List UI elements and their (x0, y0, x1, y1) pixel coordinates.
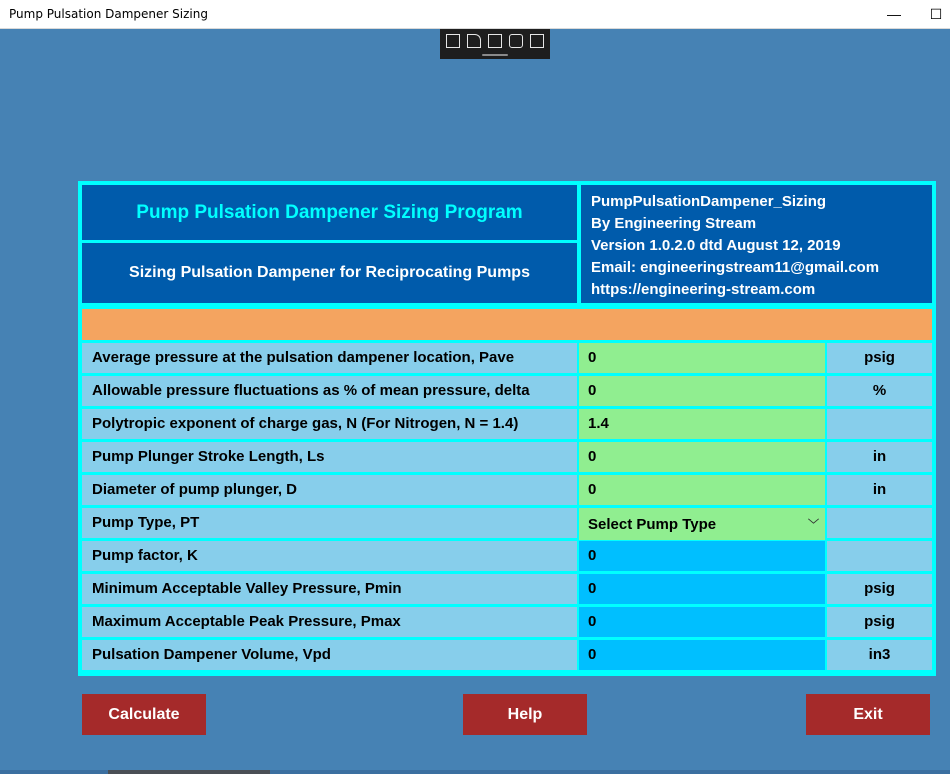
calculate-button[interactable]: Calculate (82, 694, 206, 735)
window-title: Pump Pulsation Dampener Sizing (9, 7, 208, 21)
unit-pmax: psig (827, 607, 932, 637)
input-d[interactable]: 0 (579, 475, 825, 505)
unit-pump-type (827, 508, 932, 538)
taskbar-edge (0, 770, 950, 774)
taskbar-edge-dark (108, 770, 270, 774)
input-n[interactable]: 1.4 (579, 409, 825, 439)
pump-type-selected: Select Pump Type (588, 516, 717, 533)
label-pump-type: Pump Type, PT (82, 508, 577, 538)
input-pave[interactable]: 0 (579, 343, 825, 373)
exit-button[interactable]: Exit (806, 694, 930, 735)
unit-pmin: psig (827, 574, 932, 604)
output-vpd: 0 (579, 640, 825, 670)
chevron-down-icon[interactable]: ﹀ (808, 519, 819, 531)
toolbar-drag-handle[interactable] (482, 54, 508, 56)
display-layout-icon[interactable] (488, 34, 502, 48)
pump-type-select[interactable] (579, 508, 825, 540)
label-pave: Average pressure at the pulsation dampener location, Pave (82, 343, 577, 373)
xaml-debug-toolbar (440, 29, 550, 59)
maximize-button[interactable]: ☐ (929, 6, 943, 22)
label-delta: Allowable pressure fluctuations as % of mean pressure, delta (82, 376, 577, 406)
unit-pave: psig (827, 343, 932, 373)
status-bar (82, 309, 932, 340)
unit-vpd: in3 (827, 640, 932, 670)
xaml-binding-icon[interactable] (530, 34, 544, 48)
label-k: Pump factor, K (82, 541, 577, 571)
label-pmin: Minimum Acceptable Valley Pressure, Pmin (82, 574, 577, 604)
output-k: 0 (579, 541, 825, 571)
output-pmin: 0 (579, 574, 825, 604)
unit-n (827, 409, 932, 439)
unit-d: in (827, 475, 932, 505)
window-titlebar (0, 0, 950, 29)
label-d: Diameter of pump plunger, D (82, 475, 577, 505)
info-email: Email: engineeringstream11@gmail.com (591, 259, 880, 276)
select-element-icon[interactable] (467, 34, 481, 48)
track-focus-icon[interactable] (509, 34, 523, 48)
help-button[interactable]: Help (463, 694, 587, 735)
info-app-name: PumpPulsationDampener_Sizing (591, 193, 827, 210)
output-pmax: 0 (579, 607, 825, 637)
minimize-button[interactable]: — (887, 6, 901, 22)
info-version: Version 1.0.2.0 dtd August 12, 2019 (591, 237, 841, 254)
unit-delta: % (827, 376, 932, 406)
main-panel (78, 181, 936, 676)
program-title: Pump Pulsation Dampener Sizing Program (82, 185, 577, 240)
program-info (581, 185, 932, 303)
program-subtitle: Sizing Pulsation Dampener for Reciprocating Pumps (82, 243, 577, 303)
label-ls: Pump Plunger Stroke Length, Ls (82, 442, 577, 472)
label-n: Polytropic exponent of charge gas, N (For Nitrogen, N = 1.4) (82, 409, 577, 439)
input-ls[interactable]: 0 (579, 442, 825, 472)
live-tree-icon[interactable] (446, 34, 460, 48)
unit-k (827, 541, 932, 571)
unit-ls: in (827, 442, 932, 472)
info-website[interactable]: https://engineering-stream.com (591, 281, 816, 298)
label-vpd: Pulsation Dampener Volume, Vpd (82, 640, 577, 670)
info-author: By Engineering Stream (591, 215, 757, 232)
input-delta[interactable]: 0 (579, 376, 825, 406)
label-pmax: Maximum Acceptable Peak Pressure, Pmax (82, 607, 577, 637)
